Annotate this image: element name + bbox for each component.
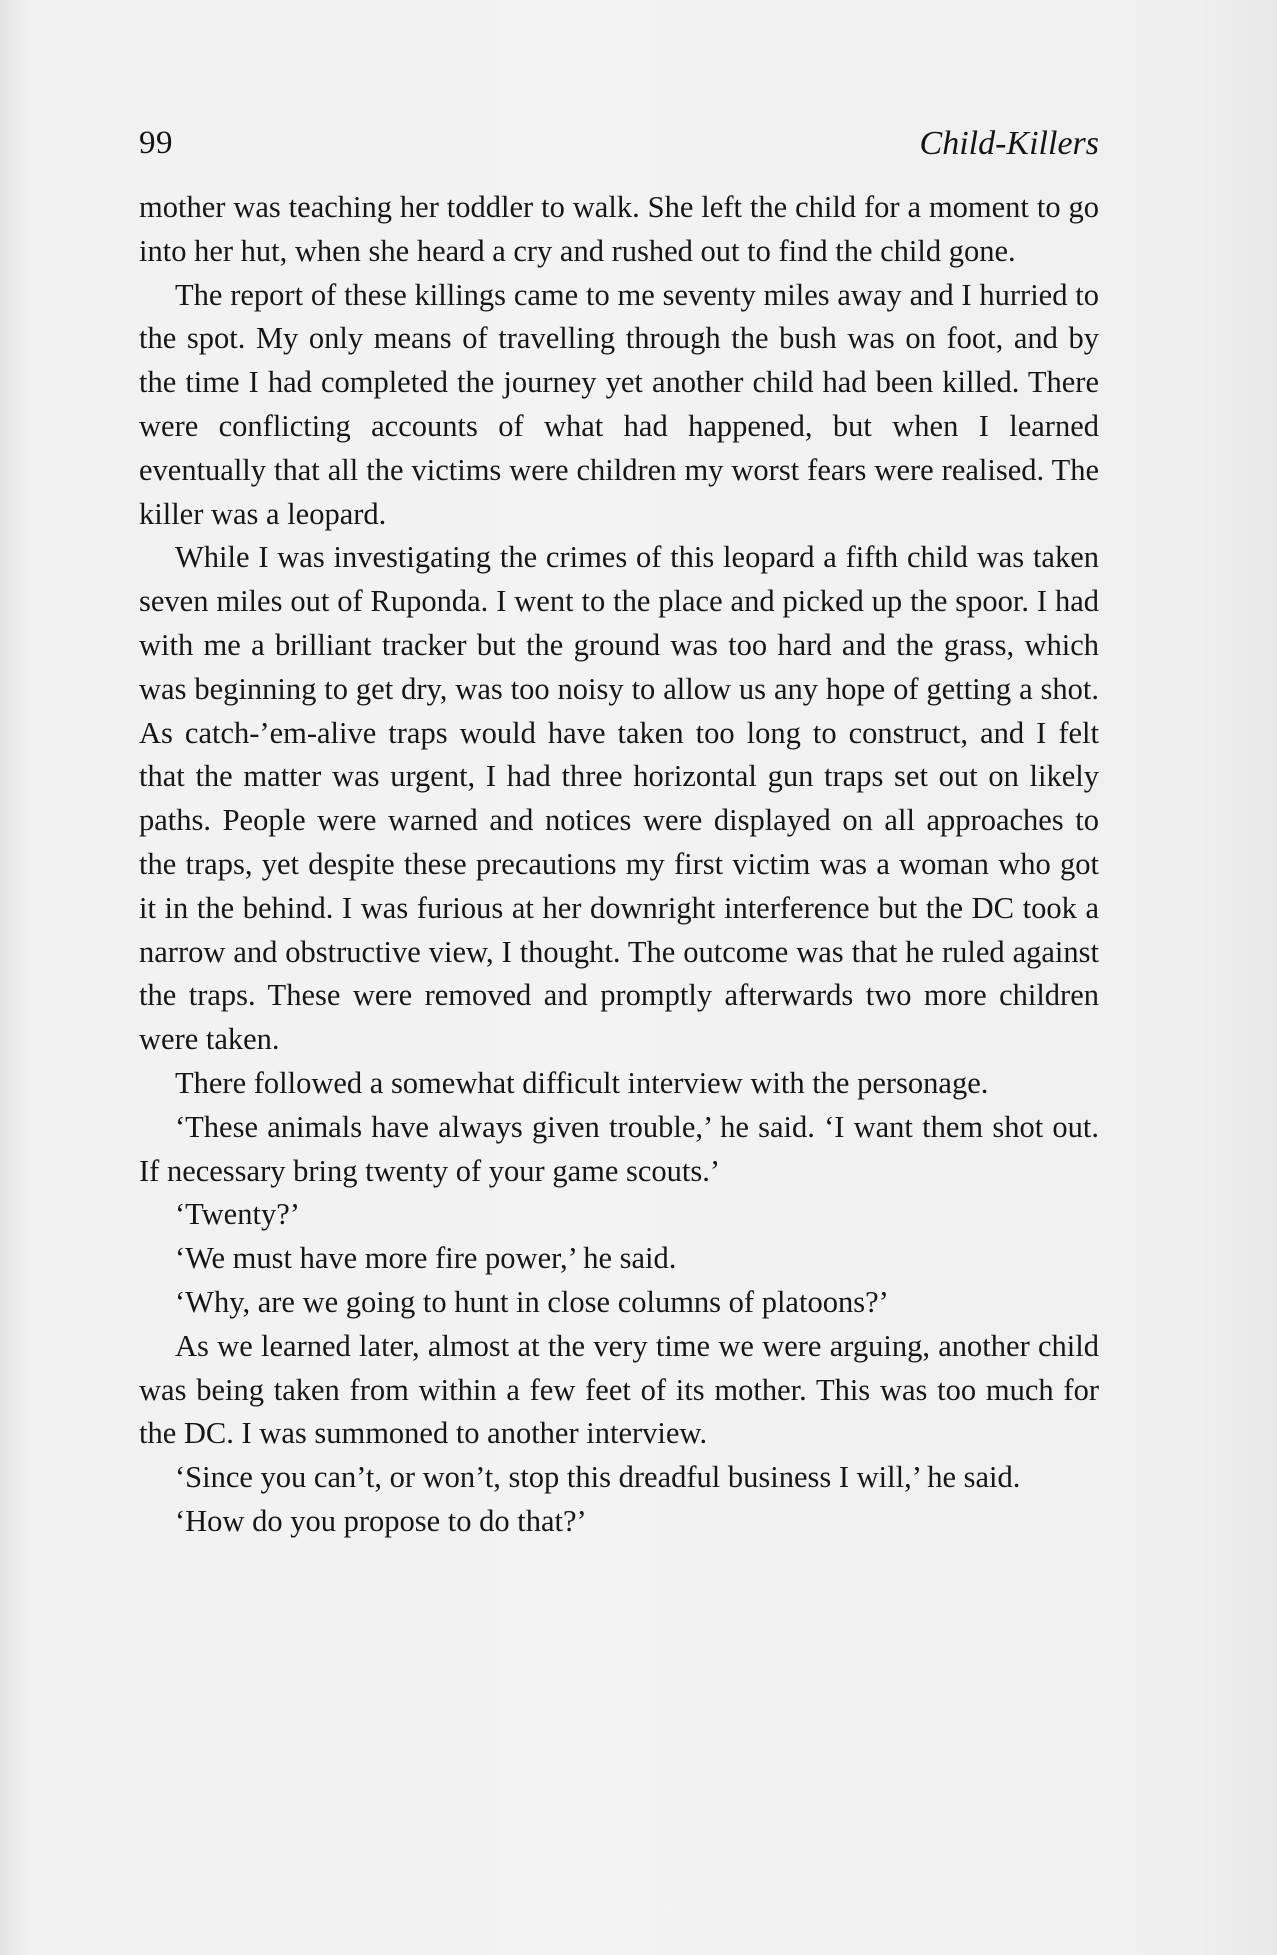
paragraph: ‘These animals have always given trouble,’ he said. ‘I want them shot out. If necessary bring twenty of your game scouts.’ (139, 1109, 1099, 1188)
paragraph: There followed a somewhat difficult interview with the personage. (175, 1065, 989, 1100)
paragraph: While I was investigating the crimes of this leopard a fifth child was taken seven miles out of Ruponda. I went to the place and picked up the spoor. I had with me a brilliant tracker but the ground was too hard and the grass, which was beginning to get dry, was too noisy to allow us any hope of getting a shot. As catch-’em-alive traps would have taken too long to construct, and I felt that the matter was urgent, I had three horizontal gun traps set out on likely paths. People were warned and notices were displayed on all approaches to the traps, yet despite these precautions my first victim was a woman who got it in the behind. I was furious at her downright interference but the DC took a narrow and obstructive view, I thought. The outcome was that he ruled against the traps. These were removed and promptly afterwards two more children were taken. (139, 540, 1099, 1057)
paragraph: ‘Twenty?’ (175, 1197, 300, 1232)
paragraph: The report of these killings came to me seventy miles away and I hurried to the spot. My only means of travelling through the bush was on foot, and by the time I had completed the journey yet another child had been killed. There were conflicting accounts of what had happened, but when I learned eventually that all the victims were children my worst fears were realised. The killer was a leopard. (139, 277, 1099, 531)
page-number: 99 (139, 125, 173, 161)
paragraph: ‘Since you can’t, or won’t, stop this dreadful business I will,’ he said. (175, 1460, 1021, 1495)
paragraph: As we learned later, almost at the very time we were arguing, another child was being taken from within a few feet of its mother. This was too much for the DC. I was summoned to another interview. (139, 1328, 1099, 1451)
paragraph: ‘We must have more fire power,’ he said. (175, 1241, 677, 1276)
paragraph: mother was teaching her toddler to walk. She left the child for a moment to go into her hut, when she heard a cry and rushed out to find the child gone. (139, 190, 1099, 268)
chapter-title: Child-Killers (919, 125, 1099, 162)
paragraph: ‘How do you propose to do that?’ (175, 1503, 587, 1538)
body-text (139, 186, 1099, 1544)
running-head (139, 125, 1099, 175)
paragraph: ‘Why, are we going to hunt in close columns of platoons?’ (175, 1284, 889, 1319)
